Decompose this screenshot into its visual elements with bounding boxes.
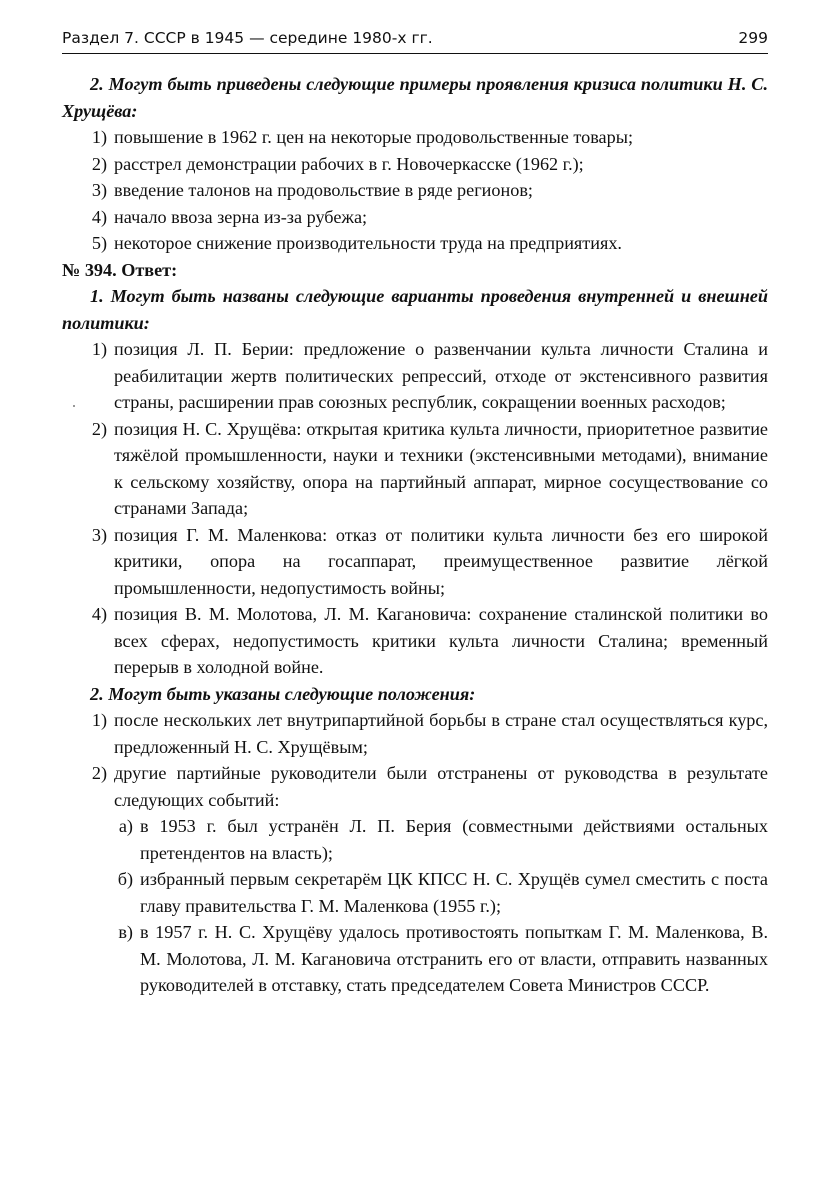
list-item-number: 2) <box>91 418 107 439</box>
list-item <box>62 760 768 813</box>
sublist-item-text: в 1957 г. Н. С. Хрущёву удалось противостоять попыткам Г. М. Маленкова, В. М. Молотова, Л. М. Кагановича отстранить его от власти, отправить названных руководителей в отставку, стать председателем Совета Министров СССР. <box>140 922 768 995</box>
list-item <box>62 124 768 151</box>
page-number: 299 <box>738 29 768 47</box>
list-item <box>62 416 768 522</box>
list-item-number: 2) <box>91 153 107 174</box>
list-item-text: расстрел демонстрации рабочих в г. Новочеркасске (1962 г.); <box>114 153 584 174</box>
list-item-number: 3) <box>91 524 107 545</box>
list-item <box>62 336 768 416</box>
list-item-number: 4) <box>91 206 107 227</box>
sublist-item <box>62 813 768 866</box>
section1-list <box>62 124 768 257</box>
list-item-text: позиция В. М. Молотова, Л. М. Кагановича: сохранение сталинской политики во всех сферах, недопустимость критики культа личности Сталина; временный перерыв в холодной войне. <box>114 604 768 677</box>
sublist-item-letter: а) <box>118 816 133 836</box>
section3-sublist <box>62 813 768 999</box>
list-item-text: некоторое снижение производительности труда на предприятиях. <box>114 233 622 253</box>
list-item-number: 5) <box>91 233 107 253</box>
section3-list <box>62 707 768 813</box>
list-item-number: 4) <box>91 604 107 624</box>
list-item-number: 3) <box>91 180 107 200</box>
list-item-text: позиция Н. С. Хрущёва: открытая критика культа личности, приоритетное развитие тяжёлой промышленности, науки и техники (экстенсивными методами), внимание к сельскому хозяйству, опора на партийный аппарат, мирное сосуществование со странами Запада; <box>114 418 768 518</box>
list-item-number: 1) <box>91 710 107 730</box>
header-rule <box>62 53 768 54</box>
list-item-text: начало ввоза зерна из-за рубежа; <box>114 206 368 227</box>
list-item <box>62 601 768 681</box>
list-item-text: другие партийные руководители были отстранены от руководства в результате следующих событий: <box>114 763 768 810</box>
list-item-text: позиция Л. П. Берии: предложение о развенчании культа личности Сталина и реабилитации жертв политических репрессий, отходе от экстенсивного развития страны, расширении прав союзных республик, сокращении военных расходов; <box>114 339 768 412</box>
list-item-number: 2) <box>91 763 107 783</box>
sublist-item <box>62 919 768 999</box>
list-item-text: после нескольких лет внутрипартийной борьбы в стране стал осуществляться курс, предложенный Н. С. Хрущёвым; <box>114 710 768 757</box>
sublist-item <box>62 866 768 919</box>
list-item-number: 1) <box>91 339 107 359</box>
list-item-text: введение талонов на продовольствие в ряде регионов; <box>114 180 533 200</box>
list-item <box>62 522 768 602</box>
list-item-number: 1) <box>91 127 107 147</box>
running-header-title: Раздел 7. СССР в 1945 — середине 1980-х гг. <box>62 29 433 47</box>
list-item <box>62 230 768 257</box>
page-body <box>62 71 768 999</box>
running-header <box>62 29 768 53</box>
list-item-text: позиция Г. М. Маленкова: отказ от политики культа личности без его широкой критики, опора на госаппарат, преимущественное развитие лёгкой промышленности, недопустимость войны; <box>114 524 768 598</box>
list-item <box>62 151 768 178</box>
section1-heading: 2. Могут быть приведены следующие примеры проявления кризиса политики Н. С. Хрущёва: <box>62 74 768 121</box>
list-item <box>62 707 768 760</box>
list-item-text: повышение в 1962 г. цен на некоторые продовольственные товары; <box>114 127 633 147</box>
section3-heading: 2. Могут быть указаны следующие положения: <box>90 683 476 704</box>
sublist-item-text: избранный первым секретарём ЦК КПСС Н. С. Хрущёв сумел сместить с поста главу правительства Г. М. Маленкова (1955 г.); <box>140 869 768 916</box>
section2-list <box>62 336 768 681</box>
section2-heading: 1. Могут быть названы следующие варианты проведения внутренней и внешней политики: <box>62 286 768 333</box>
answer-label: № 394. Ответ: <box>62 259 178 280</box>
list-item <box>62 177 768 204</box>
list-item <box>62 204 768 231</box>
sublist-item-letter: в) <box>118 922 133 942</box>
sublist-item-letter: б) <box>117 869 133 889</box>
sublist-item-text: в 1953 г. был устранён Л. П. Берия (совместными действиями остальных претендентов на власть); <box>140 816 768 863</box>
